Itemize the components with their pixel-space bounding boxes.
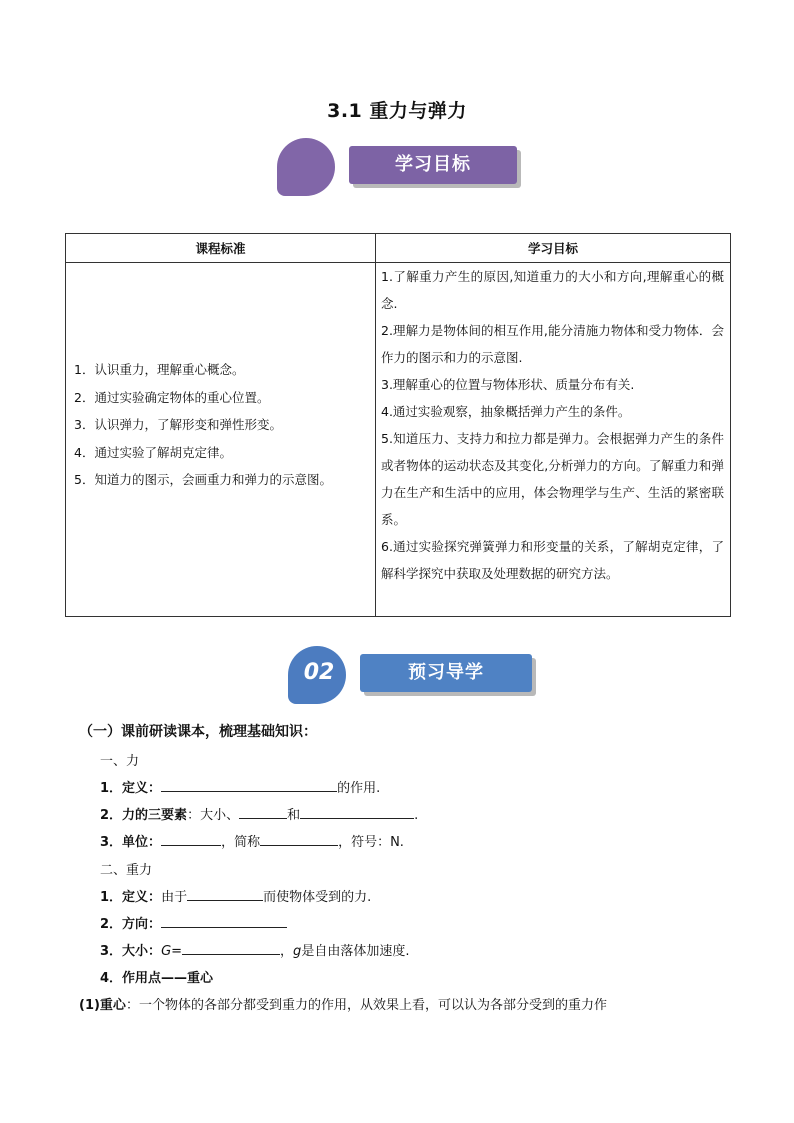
line-key: 力的三要素 — [122, 808, 188, 823]
fill-blank[interactable] — [161, 915, 287, 928]
line-num: 1． — [100, 781, 123, 796]
line-text: ，简称 — [221, 835, 261, 850]
line-gravity-direction — [100, 913, 287, 932]
fill-blank[interactable] — [300, 806, 414, 819]
line-text: ：一个物体的各部分都受到重力的作用，从效果上看，可以认为各部分受到的重力作 — [125, 998, 607, 1013]
list-item: 5.知道压力、支持力和拉力都是弹力。会根据弹力产生的条件或者物体的运动状态及其变化,分析弹力的方向。了解重力和弹力在生产和生活中的应用，体会物理学与生产、生活的紧密联系。 — [381, 431, 724, 527]
fill-blank[interactable] — [161, 833, 221, 846]
line-center-of-gravity — [100, 967, 213, 986]
list-item: 3．认识弹力，了解形变和弹性形变。 — [74, 417, 282, 432]
line-key: 大小： — [122, 944, 162, 959]
line-key: 作用点——重心 — [122, 971, 214, 986]
fill-blank[interactable] — [161, 779, 337, 792]
line-three-elements — [100, 804, 418, 823]
line-text: ， — [280, 944, 294, 959]
line-key: 定义： — [122, 781, 162, 796]
symbol-g: g — [293, 944, 302, 959]
line-num: 3． — [100, 944, 123, 959]
part-force-heading: 一、力 — [100, 754, 140, 769]
line-text: 的作用. — [337, 781, 381, 796]
line-num: 1． — [100, 890, 123, 905]
objectives-list — [376, 263, 730, 587]
line-gravity-magnitude — [100, 940, 409, 959]
formula-g-equals: G= — [161, 944, 183, 959]
banner-label: 学习目标 — [349, 146, 517, 184]
list-item: 4.通过实验观察，抽象概括弹力产生的条件。 — [381, 404, 631, 419]
line-num: 4． — [100, 971, 123, 986]
line-text: 和 — [287, 808, 301, 823]
banner-learning-goals — [277, 138, 522, 198]
line-num: 2． — [100, 808, 123, 823]
standards-cell — [66, 263, 376, 617]
line-num: 2． — [100, 917, 123, 932]
banner-label: 预习导学 — [360, 654, 532, 692]
line-text: ：大小、 — [187, 808, 240, 823]
fill-blank[interactable] — [187, 888, 263, 901]
line-key: 定义： — [122, 890, 162, 905]
line-text: 由于 — [161, 890, 188, 905]
line-center-description — [79, 994, 607, 1013]
line-text: 而使物体受到的力. — [263, 890, 372, 905]
line-gravity-definition — [100, 886, 371, 905]
fill-blank[interactable] — [239, 806, 287, 819]
line-text: 是自由落体加速度. — [301, 944, 410, 959]
line-key: 方向： — [122, 917, 162, 932]
line-key: 单位： — [122, 835, 162, 850]
header-standards: 课程标准 — [66, 234, 376, 263]
line-key: (1)重心 — [79, 998, 126, 1013]
list-item: 1.了解重力产生的原因,知道重力的大小和方向,理解重心的概念. — [381, 269, 724, 311]
goals-table — [65, 233, 731, 617]
list-item: 1．认识重力，理解重心概念。 — [74, 362, 245, 377]
page-title: 3.1 重力与弹力 — [327, 100, 467, 122]
list-item: 6.通过实验探究弹簧弹力和形变量的关系，了解胡克定律，了解科学探究中获取及处理数据的研究方法。 — [381, 539, 724, 581]
part-gravity-heading: 二、重力 — [100, 863, 153, 878]
objectives-cell — [376, 263, 731, 617]
line-text: ，符号：N. — [338, 835, 404, 850]
banner-preview-guide — [288, 646, 538, 706]
list-item: 3.理解重心的位置与物体形状、质量分布有关. — [381, 377, 635, 392]
section-number: 02 — [303, 660, 335, 685]
line-num: 3． — [100, 835, 123, 850]
line-force-definition — [100, 777, 380, 796]
fill-blank[interactable] — [260, 833, 338, 846]
standards-list — [74, 356, 383, 494]
list-item: 5．知道力的图示，会画重力和弹力的示意图。 — [74, 472, 332, 487]
fill-blank[interactable] — [182, 942, 280, 955]
header-objectives: 学习目标 — [376, 234, 731, 263]
list-item: 4．通过实验了解胡克定律。 — [74, 444, 232, 460]
section-heading: （一）课前研读课本，梳理基础知识： — [79, 724, 317, 740]
banner-circle — [277, 138, 335, 196]
line-text: . — [414, 808, 419, 823]
line-unit — [100, 831, 404, 850]
list-item: 2.理解力是物体间的相互作用,能分清施力物体和受力物体．会作力的图示和力的示意图. — [381, 323, 724, 365]
list-item: 2．通过实验确定物体的重心位置。 — [74, 389, 270, 405]
